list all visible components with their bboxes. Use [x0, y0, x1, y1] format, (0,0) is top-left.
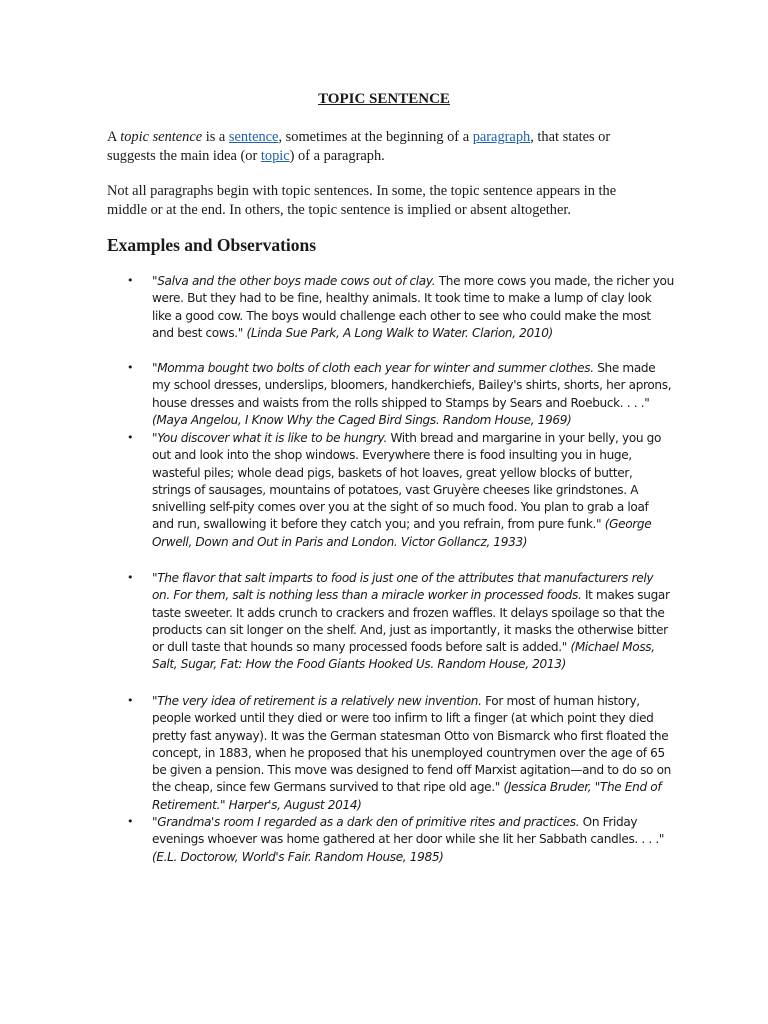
quote-text: snivelling self-pity comes over you at the sight of so much food. You plan to grab a loaf: [152, 500, 649, 515]
quote-italic-text: Grandma's room I regarded as a dark den of primitive rites and practices.: [157, 815, 580, 829]
example-line: [152, 412, 672, 429]
quote-text: were. But they had to be fine, healthy animals. It took time to make a lump of clay look: [152, 291, 652, 306]
example-line: [152, 693, 672, 710]
page-title: TOPIC SENTENCE: [318, 91, 450, 107]
bullet-icon: •: [127, 274, 134, 287]
quote-text: ": [152, 571, 158, 585]
bullet-icon: •: [127, 361, 134, 374]
quote-italic-text: (Michael Moss,: [566, 640, 655, 655]
quote-text: ": [152, 815, 158, 829]
example-line: [152, 779, 672, 796]
example-line: [152, 728, 672, 745]
example-line: [152, 516, 672, 533]
bullet-icon: •: [127, 694, 134, 707]
quote-italic-text: Retirement." Harper's, August 2014): [152, 797, 362, 812]
quote-text: and best cows.": [152, 325, 243, 340]
example-line: [152, 622, 672, 639]
example-line: [152, 762, 672, 779]
example-line: [152, 570, 672, 587]
quote-text: For most of human history,: [481, 694, 640, 708]
quote-text: and run, swallowing it before they catch you; and you refrain, from pure funk.": [152, 517, 602, 532]
quote-italic-text: (E.L. Doctorow, World's Fair. Random House, 1985): [152, 849, 444, 864]
text: is a: [202, 129, 229, 145]
quote-text: The more cows you made, the richer you: [435, 274, 674, 288]
quote-italic-text: (George: [601, 517, 652, 532]
example-item: [127, 360, 672, 429]
example-line: [152, 849, 672, 866]
bullet-icon: •: [127, 571, 134, 584]
example-line: [152, 430, 672, 447]
text: , sometimes at the beginning of a: [278, 129, 473, 145]
text: , that states or: [530, 129, 611, 145]
example-line: [152, 273, 672, 290]
quote-text: my school dresses, underslips, bloomers, handkerchiefs, Bailey's shirts, shorts, her aprons,: [152, 378, 672, 393]
example-item: [127, 814, 672, 866]
intro-paragraph-1: [107, 128, 667, 166]
quote-italic-text: (Linda Sue Park, A Long Walk to Water. Clarion, 2010): [243, 325, 553, 340]
quote-italic-text: (Jessica Bruder, "The End of: [499, 780, 662, 795]
example-line: [152, 482, 672, 499]
example-line: [152, 831, 672, 848]
bullet-icon: •: [127, 431, 134, 444]
quote-text: ": [152, 694, 158, 708]
example-line: [152, 447, 672, 464]
quote-text: ": [152, 431, 158, 445]
quote-text: or dull taste that hounds so many processed foods before salt is added.": [152, 640, 567, 655]
example-line: [152, 814, 672, 831]
quote-text: ": [152, 274, 158, 288]
example-line: [152, 605, 672, 622]
example-line: [152, 710, 672, 727]
example-line: [152, 587, 672, 604]
example-line: [152, 745, 672, 762]
paragraph-line: middle or at the end. In others, the topic sentence is implied or absent altogether.: [107, 202, 571, 218]
quote-text: out and look into the shop windows. Everywhere there is food insulting you in huge,: [152, 448, 632, 463]
text: A: [107, 129, 121, 145]
bullet-icon: •: [127, 815, 134, 828]
example-line: [152, 377, 672, 394]
quote-text: It makes sugar: [581, 588, 670, 603]
quote-italic-text: on. For them, salt is nothing less than a miracle worker in processed foods.: [152, 588, 582, 603]
example-line: [152, 656, 672, 673]
quote-text: house dresses and waists from the rolls shipped to Stamps by Sears and Roebuck. . . .": [152, 395, 650, 410]
example-line: [152, 534, 672, 551]
quote-italic-text: Salt, Sugar, Fat: How the Food Giants Hooked Us. Random House, 2013): [152, 657, 566, 672]
quote-text: On Friday: [579, 815, 638, 829]
quote-text: concept, in 1883, when he proposed that his unemployed countrymen over the age of 65: [152, 745, 665, 760]
quote-text: people worked until they died or were too infirm to lift a finger (at which point they died: [152, 711, 654, 726]
section-heading: Examples and Observations: [107, 235, 317, 255]
example-line: [152, 499, 672, 516]
example-line: [152, 797, 672, 814]
example-item: [127, 693, 672, 814]
example-item: [127, 430, 672, 551]
quote-text: wasteful piles; whole dead pigs, baskets of hot loaves, great yellow blocks of butter,: [152, 465, 633, 480]
example-item: [127, 273, 674, 342]
quote-italic-text: Salva and the other boys made cows out of clay.: [157, 274, 436, 288]
intro-paragraph-2: [107, 182, 667, 220]
example-line: [152, 465, 672, 482]
example-line: [152, 290, 672, 307]
quote-italic-text: The very idea of retirement is a relatively new invention.: [157, 694, 482, 708]
text: ) of a paragraph.: [289, 148, 385, 164]
quote-text: taste sweeter. It adds crunch to crackers and frozen waffles. It delays spoilage so that the: [152, 605, 665, 620]
quote-text: products can sit longer on the shelf. And, just as importantly, it masks the otherwise bitter: [152, 622, 668, 637]
quote-italic-text: Momma bought two bolts of cloth each year for winter and summer clothes.: [157, 361, 594, 375]
quote-text: be given a pension. This move was designed to fend off Marxist agitation—and to do so on: [152, 763, 671, 778]
quote-italic-text: Orwell, Down and Out in Paris and London. Victor Gollancz, 1933): [152, 534, 528, 549]
term-topic-sentence: topic sentence: [120, 129, 203, 145]
example-item: [127, 570, 672, 674]
example-line: [152, 639, 672, 656]
example-line: [152, 360, 672, 377]
example-line: [152, 308, 672, 325]
quote-text: like a good cow. The boys would challenge each other to see who could make the most: [152, 308, 651, 323]
text: suggests the main idea (or: [107, 148, 261, 164]
quote-italic-text: You discover what it is like to be hungry.: [157, 431, 387, 445]
quote-italic-text: The flavor that salt imparts to food is just one of the attributes that manufacturers rely: [157, 571, 654, 585]
link-paragraph[interactable]: paragraph: [472, 129, 531, 145]
quote-text: evenings whoever was home gathered at her door while she lit her Sabbath candles. . . .": [152, 832, 665, 847]
link-topic[interactable]: topic: [260, 148, 290, 164]
quote-text: the cheap, since few Germans survived to that ripe old age.": [152, 780, 500, 795]
quote-text: strings of sausages, mountains of potatoes, vast Gruyère cheeses like grindstones. A: [152, 482, 639, 497]
link-sentence[interactable]: sentence: [228, 129, 279, 145]
paragraph-line: Not all paragraphs begin with topic sentences. In some, the topic sentence appears in the: [107, 183, 617, 199]
example-line: [152, 325, 672, 342]
quote-text: pretty fast anyway). It was the German statesman Otto von Bismarck who first floated the: [152, 728, 669, 743]
quote-italic-text: (Maya Angelou, I Know Why the Caged Bird Sings. Random House, 1969): [152, 412, 572, 427]
quote-text: With bread and margarine in your belly, you go: [386, 431, 662, 445]
quote-text: She made: [593, 361, 656, 375]
quote-text: ": [152, 361, 158, 375]
example-line: [152, 395, 672, 412]
